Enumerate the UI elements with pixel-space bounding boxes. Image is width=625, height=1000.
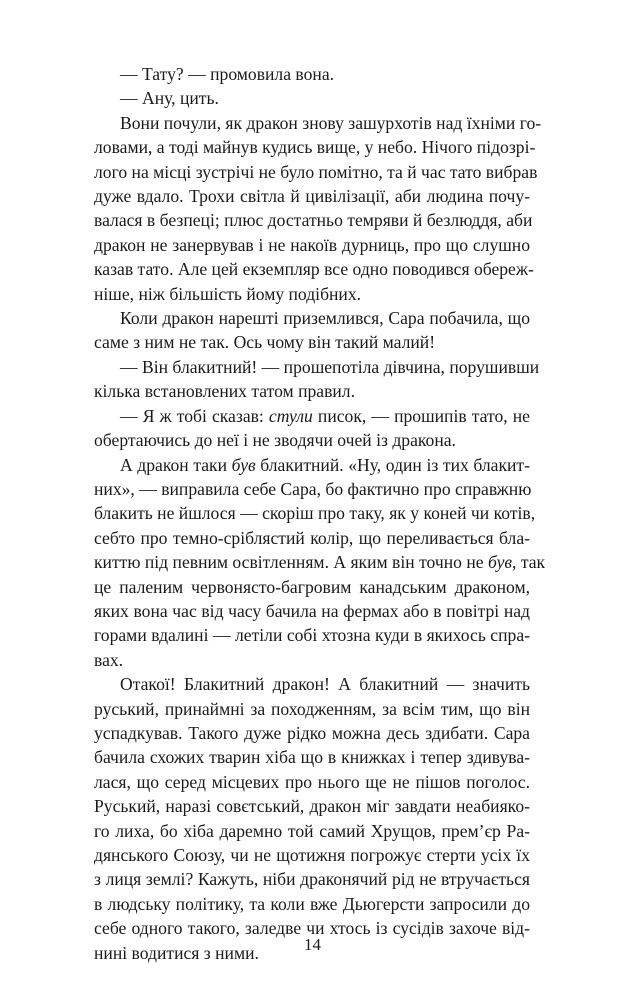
text-line: Коли дракон нарешті приземлився, Сара побачила, що: [120, 308, 530, 329]
text-line: них», — виправила себе Сара, бо фактично про справжню: [94, 478, 532, 499]
text-line: ловами, а тоді майнув кудись вище, у небо. Нічого підозрі-: [94, 137, 536, 158]
text-line: обертаючись до неї і не зводячи очей із дракона.: [94, 430, 456, 451]
text-line: киттю під певним освітленням. А яким він точно не був, так: [94, 552, 546, 573]
text-line: дракон не занервував і не накоїв дурниць, про що слушно: [94, 234, 530, 255]
text-line: — Ану, цить.: [120, 88, 219, 109]
italic-word: був: [487, 552, 513, 573]
text-line: лого на місці зустрічі не було помітно, та й час тато вибрав: [94, 161, 538, 182]
page-number: 14: [304, 935, 321, 954]
text-line: це паленим червонясто-багровим канадським драконом,: [94, 576, 530, 597]
text-line: Вони почули, як дракон знову зашурхотів над їхніми го-: [120, 112, 542, 133]
text-line: горами вдалині — летіли собі хтозна куди в якихось спра-: [94, 625, 530, 646]
text-line: ніше, ніж більшість йому подібних.: [94, 283, 362, 304]
text-line: дянського Союзу, чи не щотижня погрожує стерти усіх їх: [94, 845, 530, 865]
text-line: блакить не йшлося — скоріш про таку, як у коней чи котів,: [94, 503, 536, 524]
text-line: — Я ж тобі сказав: стули писок, — прошипів тато, не: [120, 405, 530, 426]
text-line: Руський, наразі совєтський, дракон міг завдати неабияко-: [94, 796, 530, 817]
text-line: Отакої! Блакитний дракон! А блакитний — значить: [120, 674, 530, 695]
body-text: [94, 62, 546, 965]
text-line: А дракон таки був блакитний. «Ну, один із тих блакит-: [120, 454, 530, 475]
text-line: яких вона час від часу бачила на фермах або в повітрі над: [94, 600, 530, 621]
text-line: кілька встановлених татом правил.: [94, 381, 355, 402]
text-line: го лиха, бо хіба даремно той самий Хрущов, прем’єр Ра-: [94, 820, 530, 841]
text-line: — Він блакитний! — прошепотіла дівчина, порушивши: [120, 356, 540, 377]
text-line: в людську політику, та коли вже Дьюгерсти запросили до: [94, 893, 530, 914]
text-line: руський, принаймні за походженням, за всім тим, що він: [94, 698, 530, 719]
text-line: казав тато. Але цей екземпляр все одно поводився обереж-: [94, 259, 534, 280]
text-line: себто про темно-сріблястий колір, що переливається бла-: [94, 527, 530, 548]
text-line: лася, що серед місцевих про нього ще не пішов поголос.: [94, 771, 530, 792]
text-line: бачила схожих тварин хіба що в книжках і тепер здивува-: [94, 747, 530, 768]
text-line: вах.: [94, 649, 124, 670]
text-line: нині водитися з ними.: [94, 942, 259, 963]
text-line: успадкував. Такого дуже рідко можна десь здибати. Сара: [94, 722, 530, 743]
text-line: валася в безпеці; плюс достатньо темряви й безлюддя, аби: [94, 210, 533, 231]
text-line: дуже вдало. Трохи світла й цивілізації, аби людина почу-: [94, 186, 530, 207]
text-line: саме з ним не так. Ось чому він такий малий!: [94, 332, 436, 353]
text-line: себе одного такого, заледве чи хтось із сусідів захоче від-: [94, 918, 530, 939]
text-line: з лиця землі? Кажуть, ніби драконячий рід не втручається: [94, 869, 530, 890]
italic-word: був: [231, 454, 256, 475]
text-line: — Тату? — промовила вона.: [120, 64, 335, 84]
italic-word: стули: [268, 405, 313, 426]
